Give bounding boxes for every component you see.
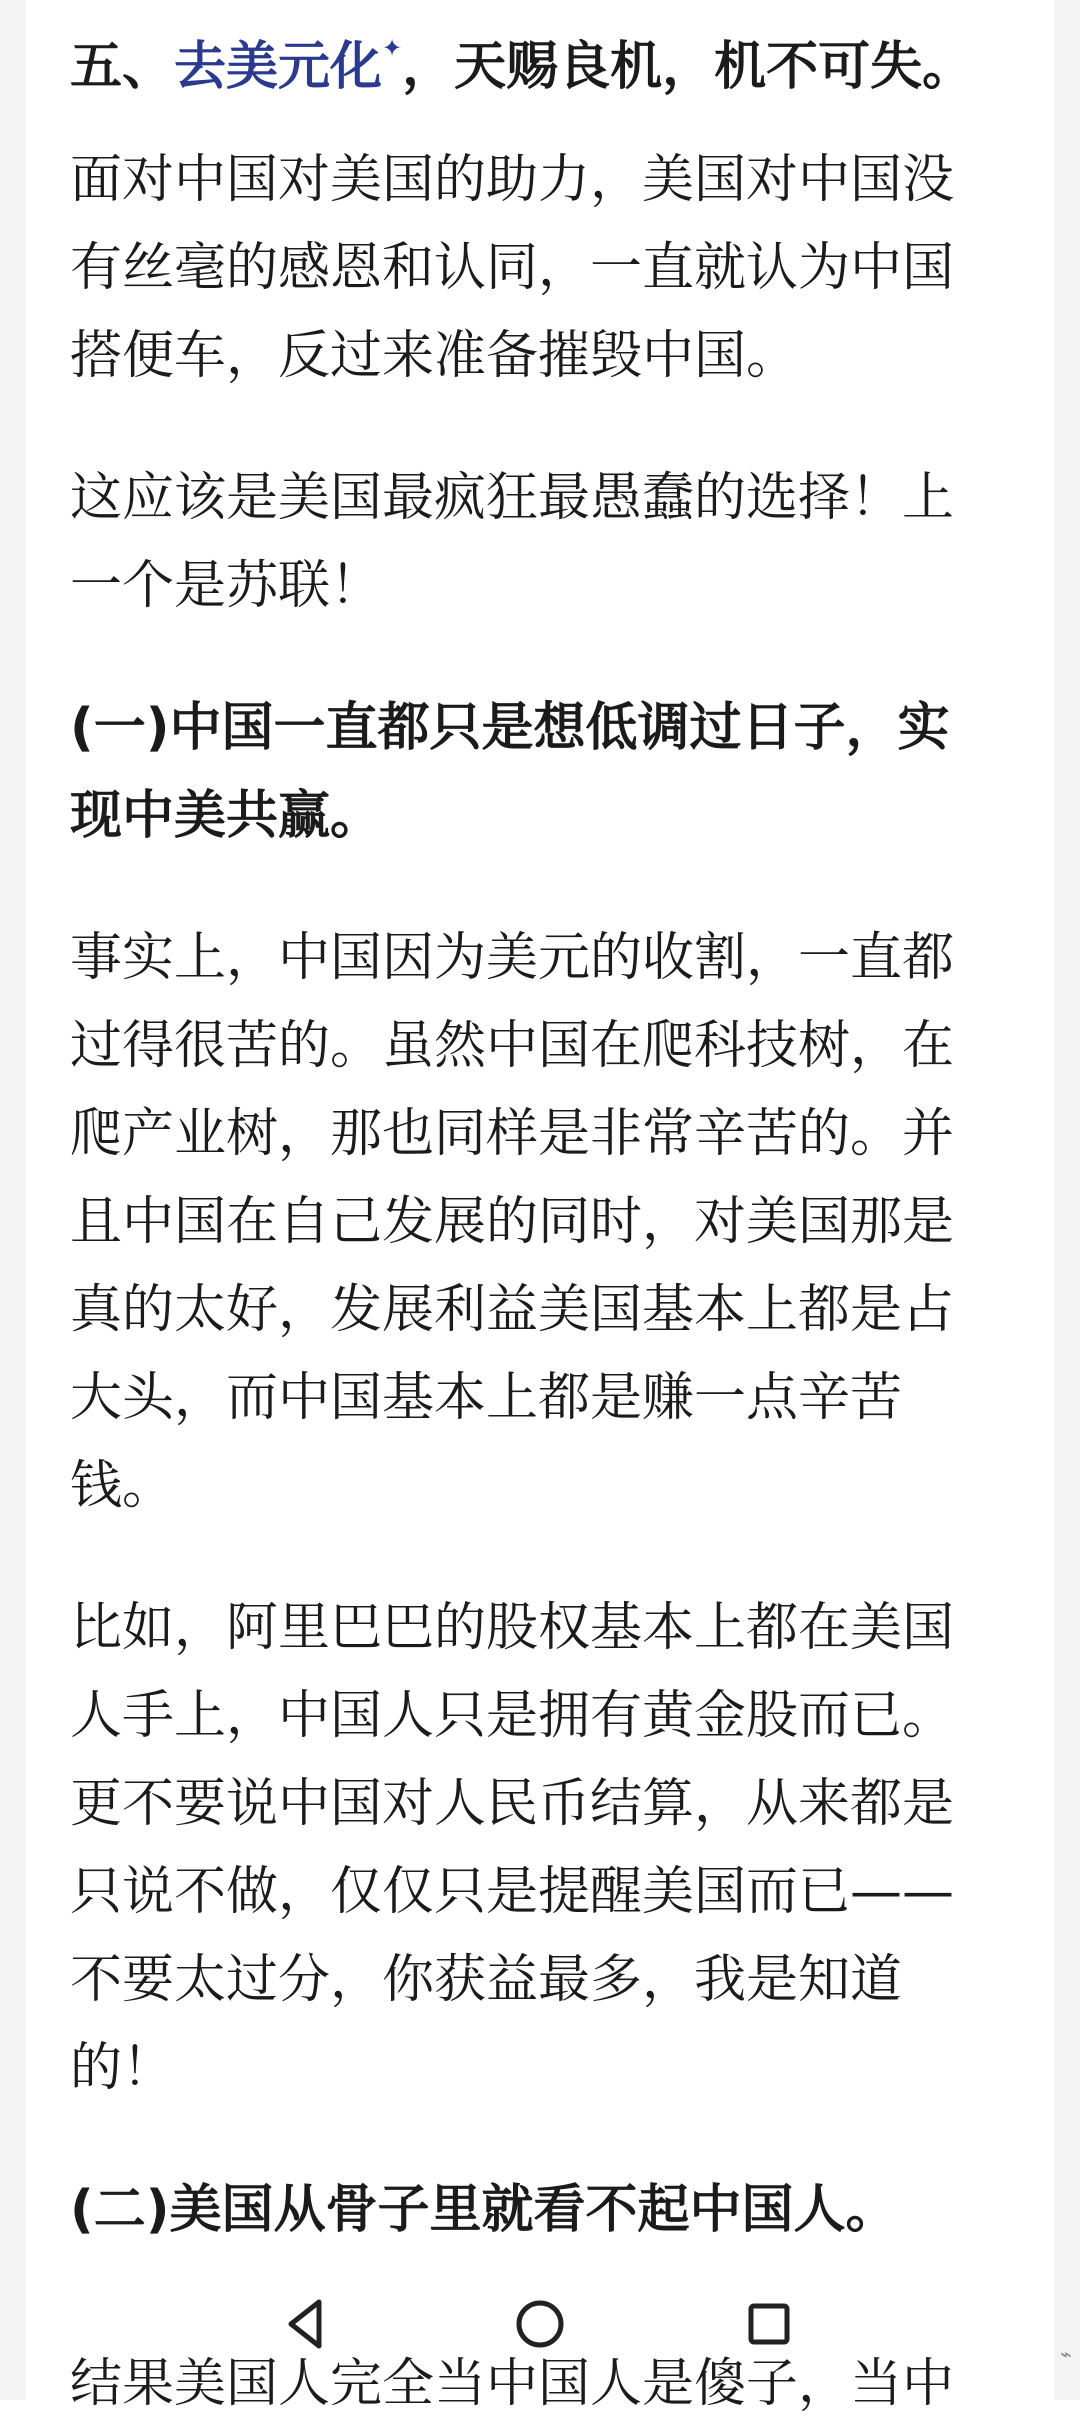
- paragraph-line: 更不要说中国对人民币结算，从来都是: [70, 1774, 955, 1834]
- watermark-icon: ⌁: [1059, 2342, 1072, 2366]
- paragraph-2: [70, 454, 990, 630]
- paragraph-line: 过得很苦的。虽然中国在爬科技树，在: [70, 1016, 955, 1076]
- paragraph-line: 搭便车，反过来准备摧毁中国。: [70, 326, 799, 386]
- paragraph-3: [70, 914, 990, 1530]
- paragraph-line: 面对中国对美国的助力，美国对中国没: [70, 150, 955, 210]
- paragraph-line: 有丝毫的感恩和认同，一直就认为中国: [70, 238, 955, 298]
- paragraph-line: 人手上，中国人只是拥有黄金股而已。: [70, 1686, 955, 1746]
- left-edge: [0, 0, 26, 2400]
- back-triangle-icon[interactable]: [275, 2292, 339, 2356]
- paragraph-line: 真的太好，发展利益美国基本上都是占: [70, 1280, 955, 1340]
- section-five-prefix: 五、: [70, 37, 175, 97]
- paragraph-line: 的！: [70, 2038, 175, 2098]
- subheading-line: (一)中国一直都只是想低调过日子，实: [70, 698, 950, 758]
- system-navigation-bar: [0, 2280, 1080, 2414]
- paragraph-line: 事实上，中国因为美元的收割，一直都: [70, 928, 955, 988]
- paragraph-line: 只说不做，仅仅只是提醒美国而已——: [70, 1862, 955, 1922]
- paragraph-line: 且中国在自己发展的同时，对美国那是: [70, 1192, 955, 1252]
- paragraph-line: 一个是苏联！: [70, 556, 383, 616]
- paragraph-line: 钱。: [70, 1456, 175, 1516]
- paragraph-line: 不要太过分，你获益最多，我是知道: [70, 1950, 903, 2010]
- home-circle-icon[interactable]: [508, 2292, 572, 2356]
- paragraph-1: [70, 136, 990, 400]
- recent-square-icon[interactable]: [737, 2292, 801, 2356]
- subheading-2: (二)美国从骨子里就看不起中国人。: [70, 2180, 898, 2240]
- paragraph-4: [70, 1584, 990, 2112]
- subheading-1: [70, 684, 990, 860]
- paragraph-line: 爬产业树，那也同样是非常辛苦的。并: [70, 1104, 955, 1164]
- subheading-line: 现中美共赢。: [70, 786, 383, 846]
- section-five-suffix: ，天赐良机，机不可失。: [402, 37, 975, 97]
- right-edge: [1054, 0, 1080, 2400]
- de-dollarization-link[interactable]: 去美元化: [174, 37, 383, 97]
- paragraph-line: 这应该是美国最疯狂最愚蠢的选择！上: [70, 468, 955, 528]
- section-five-heading: [70, 0, 990, 96]
- paragraph-line: 大头，而中国基本上都是赚一点辛苦: [70, 1368, 903, 1428]
- paragraph-line: 比如，阿里巴巴的股权基本上都在美国: [70, 1598, 955, 1658]
- partial-text-line: 结果美国人完全当中国人是傻子，当中: [70, 2354, 955, 2414]
- sparkle-icon: ✦: [382, 34, 403, 62]
- article-body: [70, 0, 990, 2254]
